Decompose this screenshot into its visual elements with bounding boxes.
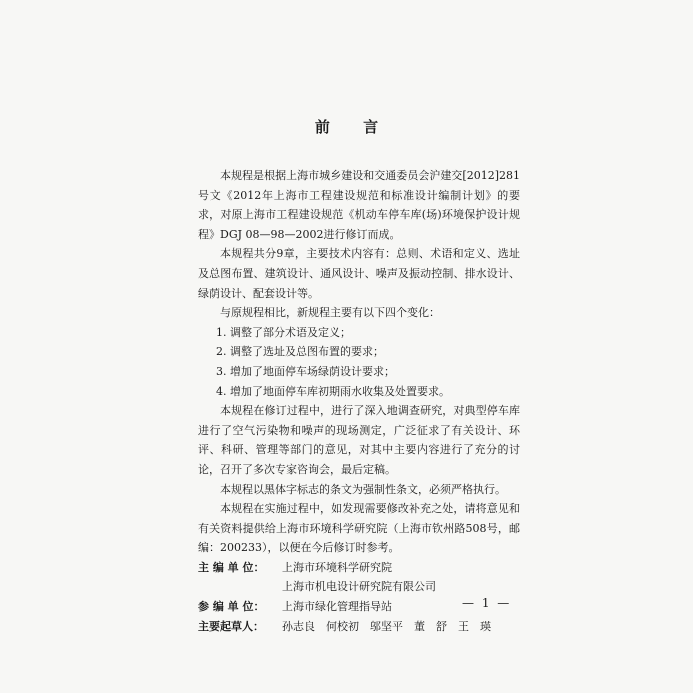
drafters-label: 主要起草人： bbox=[198, 619, 264, 633]
paragraph-feedback: 本规程在实施过程中，如发现需要修改补充之处，请将意见和有关资料提供给上海市环境科学研究院（上海市钦州路508号，邮编：200233），以便在今后修订时参考。 bbox=[198, 502, 520, 555]
drafters-row bbox=[198, 617, 520, 637]
paragraph-mandatory-notice: 本规程以黑体字标志的条文为强制性条文，必须严格执行。 bbox=[220, 482, 506, 496]
participant-label: 参 编 单 位： bbox=[198, 600, 265, 614]
change-item-3: 3. 增加了地面停车场绿荫设计要求； bbox=[216, 364, 395, 378]
preface-body bbox=[198, 166, 520, 636]
participant-1: 上海市绿化管理指导站 bbox=[282, 600, 392, 614]
drafters-names: 孙志良 何校初 邬坚平 董 舒 王 瑛 bbox=[282, 619, 491, 633]
paragraph-origin: 本规程是根据上海市城乡建设和交通委员会沪建交[2012]281号文《2012年上海市工程建设规范和标准设计编制计划》的要求，对原上海市工程建设规范《机动车停车库(场)环境保护设计规程》DGJ 08—98—2002进行修订而成。 bbox=[198, 169, 520, 241]
page-title: 前 言 bbox=[314, 118, 393, 136]
paragraph-changes-intro: 与原规程相比，新规程主要有以下四个变化： bbox=[220, 306, 440, 320]
page-number: — 1 — bbox=[462, 596, 512, 610]
change-item-1: 1. 调整了部分术语及定义； bbox=[216, 325, 351, 339]
chief-editor-1: 上海市环境科学研究院 bbox=[282, 560, 392, 574]
change-item-2: 2. 调整了选址及总图布置的要求； bbox=[216, 345, 384, 359]
paragraph-revision-process: 本规程在修订过程中，进行了深入地调查研究，对典型停车库进行了空气污染物和噪声的现场测定，广泛征求了有关设计、环评、科研、管理等部门的意见，对其中主要内容进行了充分的讨论，召开了多次专家咨询会，最后定稿。 bbox=[198, 404, 520, 476]
chief-editor-row bbox=[198, 558, 520, 578]
chief-editor-2: 上海市机电设计研究院有限公司 bbox=[282, 580, 436, 594]
change-item-4: 4. 增加了地面停车库初期雨水收集及处置要求。 bbox=[216, 384, 450, 398]
chief-editor-label: 主 编 单 位： bbox=[198, 560, 265, 574]
paragraph-content: 本规程共分9章，主要技术内容有：总则、术语和定义、选址及总图布置、建筑设计、通风设计、噪声及振动控制、排水设计、绿荫设计、配套设计等。 bbox=[198, 247, 520, 300]
